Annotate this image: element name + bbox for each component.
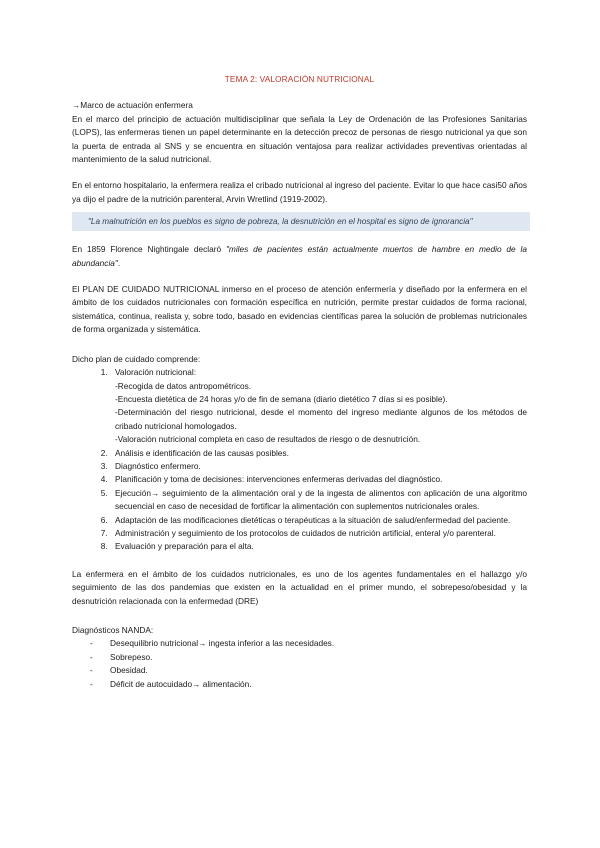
- plan-item-label: Diagnóstico enfermero.: [115, 460, 201, 471]
- quote-box: [72, 212, 530, 231]
- paragraph-nightingale: [72, 243, 527, 270]
- nightingale-tail: .: [117, 257, 121, 268]
- plan-item-label: Administración y seguimiento de los protocolos de cuidados de nutrición artificial, enteral y/o parenteral.: [115, 527, 496, 538]
- plan-item-label: Adaptación de las modificaciones dietéticas o terapéuticas a la situación de salud/enfermedad del paciente.: [115, 514, 511, 525]
- paragraph-marco: En el marco del principio de actuación multidisciplinar que señala la Ley de Ordenación de las Profesiones Sanitarias (LOPS), las enfermeras tienen un papel determinante en la detección precoz de personas de riesgo nutricional ya que son la puerta de entrada al SNS y se encuentra en situación ventajosa para realizar actividades preventivas orientadas al mantenimiento de la salud nutricional.: [72, 113, 527, 165]
- paragraph-pandemias: La enfermera en el ámbito de los cuidados nutricionales, es uno de los agentes fundamentales en el hallazgo y/o seguimiento de las dos pandemias que existen en la actualidad en el primer mundo, el sobrepeso/obesidad y la desnutrición relacionada con la enfermedad (DRE): [72, 568, 527, 606]
- nightingale-lead: En 1859 Florence Nightingale declaró: [72, 244, 226, 255]
- plan-subitem: -Recogida de datos antropométricos.: [115, 380, 252, 391]
- nanda-item: [90, 678, 527, 691]
- paragraph-hospital: En el entorno hospitalario, la enfermera realiza el cribado nutricional al ingreso del paciente. Evitar lo que hace casi50 años ya dijo el padre de la nutrición parenteral, Arvin Wretlind (1919-2002).: [72, 180, 527, 204]
- plan-subitem: -Determinación del riesgo nutricional, desde el momento del ingreso mediante algunos de los métodos de cribado nutricional homologados.: [115, 407, 527, 431]
- plan-item: [110, 366, 527, 446]
- plan-item-label: Análisis e identificación de las causas posibles.: [115, 447, 289, 458]
- plan-item: [110, 447, 527, 460]
- quote-text: "La malnutrición en los pueblos es signo de pobreza, la desnutrición en el hospital es signo de ignorancia": [88, 217, 473, 227]
- nanda-item-text: Desequilibrio nutricional→ ingesta inferior a las necesidades.: [110, 638, 335, 649]
- plan-item-label: Ejecución→ seguimiento de la alimentación oral y de la ingesta de alimentos con aplicación de una algoritmo secuencial en caso de necesidad de fortificar la alimentación con suplementos nutricionales orales.: [115, 487, 527, 512]
- nanda-heading: Diagnósticos NANDA:: [72, 625, 154, 635]
- plan-item: [110, 540, 527, 553]
- plan-intro: Dicho plan de cuidado comprende:: [72, 353, 201, 364]
- plan-item-label: Valoración nutricional:: [115, 367, 197, 378]
- page-title: TEMA 2: VALORACIÓN NUTRICIONAL: [224, 74, 375, 84]
- plan-item: [110, 487, 527, 514]
- plan-item: [110, 473, 527, 486]
- paragraph-plan-cuidado: El PLAN DE CUIDADO NUTRICIONAL inmerso en el proceso de atención enfermería y diseñado por la enfermera en el ámbito de los cuidados nutricionales con formación específica en nutrición, permite prestar cuidados de forma racional, sistemática, continua, realista y, sobre todo, basado en evidencias científicas parea la solución de problemas nutricionales de forma organizada y sistemática.: [72, 284, 527, 335]
- nanda-list: [72, 637, 527, 691]
- bullet-dash: -: [90, 638, 93, 649]
- nanda-item-text: Obesidad.: [110, 665, 148, 676]
- plan-list: [72, 366, 527, 554]
- document-content: [72, 73, 527, 691]
- plan-item: [110, 527, 527, 540]
- section-heading-marco: →Marco de actuación enfermera: [72, 100, 193, 111]
- bullet-dash: -: [90, 651, 93, 662]
- nanda-item-text: Sobrepeso.: [110, 651, 153, 662]
- plan-item: [110, 460, 527, 473]
- bullet-dash: -: [90, 678, 93, 689]
- bullet-dash: -: [90, 665, 93, 676]
- nanda-item: [90, 664, 527, 677]
- plan-item: [110, 514, 527, 527]
- plan-item-label: Planificación y toma de decisiones: intervenciones enfermeras derivadas del diagnóstico.: [115, 474, 443, 485]
- plan-subitem: -Encuesta dietética de 24 horas y/o de fin de semana (diario dietético 7 días si es posible).: [115, 393, 448, 404]
- nanda-item: [90, 637, 527, 650]
- nightingale-quote: "miles de pacientes están actualmente muertos de hambre en medio de la abundancia": [72, 244, 527, 268]
- plan-item-label: Evaluación y preparación para el alta.: [115, 541, 254, 552]
- nanda-item-text: Déficit de autocuidado→ alimentación.: [110, 678, 252, 689]
- plan-subitem: -Valoración nutricional completa en caso de resultados de riesgo o de desnutrición.: [115, 434, 421, 445]
- nanda-item: [90, 651, 527, 664]
